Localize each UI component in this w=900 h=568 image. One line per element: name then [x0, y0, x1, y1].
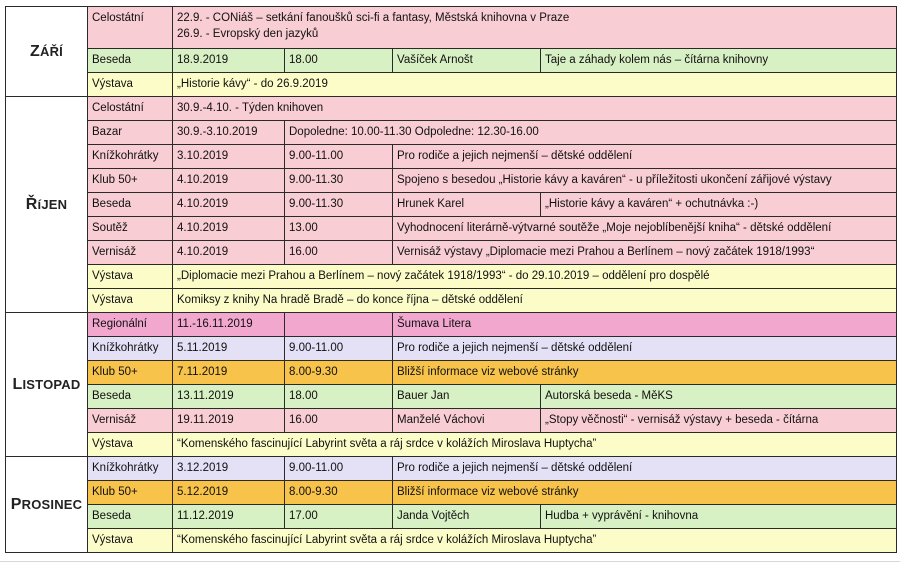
event-detail-cell: Manželé Váchovi: [392, 408, 541, 433]
month-rest: ROSINEC: [21, 496, 83, 512]
event-detail-cell: “Komenského fascinující Labyrint světa a ráj srdce v kolážích Miroslava Huptycha”: [172, 528, 897, 553]
event-detail-cell: 11.12.2019: [172, 504, 285, 529]
event-detail-cell: 30.9.-3.10.2019: [172, 120, 285, 145]
month-rest: ISTOPAD: [22, 376, 81, 392]
month-rest: ÁŘÍ: [39, 43, 63, 59]
event-type-cell: Vernisáž: [87, 408, 173, 433]
events-schedule-table: [5, 6, 896, 552]
event-detail-cell: 4.10.2019: [172, 168, 285, 193]
event-detail-cell: „Historie kávy a kaváren“ + ochutnávka :-): [540, 192, 897, 217]
event-detail-cell: Autorská beseda - MěKS: [540, 384, 897, 409]
event-detail-cell: 16.00: [284, 240, 393, 265]
event-detail-cell: 18.00: [284, 384, 393, 409]
event-detail-cell: 4.10.2019: [172, 240, 285, 265]
event-detail-cell: 18.9.2019: [172, 48, 285, 73]
month-initial: Z: [30, 42, 40, 60]
page-bottom-divider: [0, 561, 900, 562]
event-type-cell: Výstava: [87, 288, 173, 313]
event-type-cell: Beseda: [87, 384, 173, 409]
event-type-cell: Celostátní: [87, 96, 173, 121]
event-detail-cell: Vyhodnocení literárně-výtvarné soutěže „Moje nejoblíbenější kniha“ - dětské oddělení: [392, 216, 897, 241]
event-detail-cell: Taje a záhady kolem nás – čítárna knihovny: [540, 48, 897, 73]
event-type-cell: Beseda: [87, 192, 173, 217]
event-detail-cell: Vernisáž výstavy „Diplomacie mezi Prahou a Berlínem – nový začátek 1918/1993“: [392, 240, 897, 265]
event-type-cell: Regionální: [87, 312, 173, 337]
month-label-prosinec: [5, 456, 88, 553]
event-detail-cell: Hrunek Karel: [392, 192, 541, 217]
event-type-cell: Celostátní: [87, 6, 173, 49]
event-detail-cell: 9.00-11.00: [284, 456, 393, 481]
event-detail-cell: 13.11.2019: [172, 384, 285, 409]
event-detail-cell: [284, 312, 393, 337]
event-type-cell: Výstava: [87, 264, 173, 289]
event-detail-cell: 4.10.2019: [172, 192, 285, 217]
event-type-cell: Bazar: [87, 120, 173, 145]
event-detail-cell: 3.12.2019: [172, 456, 285, 481]
event-detail-cell: 30.9.-4.10. - Týden knihoven: [172, 96, 897, 121]
event-detail-cell: 9.00-11.30: [284, 168, 393, 193]
event-type-cell: Klub 50+: [87, 360, 173, 385]
event-type-cell: Beseda: [87, 48, 173, 73]
event-detail-cell: Pro rodiče a jejich nejmenší – dětské oddělení: [392, 144, 897, 169]
event-type-cell: Výstava: [87, 528, 173, 553]
event-detail-cell: 8.00-9.30: [284, 360, 393, 385]
event-detail-cell: „Stopy věčnosti“ - vernisáž výstavy + beseda - čítárna: [540, 408, 897, 433]
event-detail-cell: Dopoledne: 10.00-11.30 Odpoledne: 12.30-16.00: [284, 120, 897, 145]
event-detail-cell: 5.12.2019: [172, 480, 285, 505]
event-detail-cell: “Komenského fascinující Labyrint světa a ráj srdce v kolážích Miroslava Huptycha”: [172, 432, 897, 457]
event-detail-cell: Pro rodiče a jejich nejmenší – dětské oddělení: [392, 456, 897, 481]
event-type-cell: Výstava: [87, 432, 173, 457]
month-initial: L: [12, 375, 23, 393]
month-name: [30, 43, 63, 61]
event-detail-cell: Bauer Jan: [392, 384, 541, 409]
event-detail-cell: „Historie kávy“ - do 26.9.2019: [172, 72, 897, 97]
event-detail-cell: 5.11.2019: [172, 336, 285, 361]
month-name: [13, 376, 81, 394]
event-detail-cell: Bližší informace viz webové stránky: [392, 360, 897, 385]
event-detail-cell: 16.00: [284, 408, 393, 433]
event-type-cell: Beseda: [87, 504, 173, 529]
event-detail-cell: 8.00-9.30: [284, 480, 393, 505]
event-type-cell: Knížkohrátky: [87, 144, 173, 169]
event-detail-cell: Spojeno s besedou „Historie kávy a kaváren“ - u příležitosti ukončení zářijové výstavy: [392, 168, 897, 193]
event-detail-cell: 11.-16.11.2019: [172, 312, 285, 337]
month-initial: Ř: [25, 195, 38, 213]
event-detail-cell: 7.11.2019: [172, 360, 285, 385]
event-type-cell: Soutěž: [87, 216, 173, 241]
event-detail-line: 22.9. - CONiáš – setkání fanoušků sci-fi a fantasy, Městská knihovna v Praze: [177, 12, 570, 24]
event-detail-line: 26.9. - Evropský den jazyků: [177, 28, 319, 40]
event-detail-cell: Komiksy z knihy Na hradě Bradě – do konce října – dětské oddělení: [172, 288, 897, 313]
event-detail-cell: 9.00-11.30: [284, 192, 393, 217]
month-name: [26, 196, 67, 214]
event-detail-cell: Pro rodiče a jejich nejmenší – dětské oddělení: [392, 336, 897, 361]
event-detail-cell: Hudba + vyprávění - knihovna: [540, 504, 897, 529]
event-detail-cell: 17.00: [284, 504, 393, 529]
event-detail-cell: 3.10.2019: [172, 144, 285, 169]
month-rest: íJEN: [37, 196, 68, 212]
month-name: [11, 496, 83, 514]
event-detail-cell: [172, 6, 897, 49]
month-label-listopad: [5, 312, 88, 457]
month-label-říjen: [5, 96, 88, 313]
event-type-cell: Knížkohrátky: [87, 456, 173, 481]
event-detail-cell: 18.00: [284, 48, 393, 73]
event-type-cell: Klub 50+: [87, 168, 173, 193]
month-label-září: [5, 6, 88, 97]
event-detail-cell: „Diplomacie mezi Prahou a Berlínem – nový začátek 1918/1993“ - do 29.10.2019 – oddělení pro dospělé: [172, 264, 897, 289]
event-type-cell: Výstava: [87, 72, 173, 97]
event-type-cell: Knížkohrátky: [87, 336, 173, 361]
event-detail-cell: 9.00-11.00: [284, 336, 393, 361]
event-detail-cell: Janda Vojtěch: [392, 504, 541, 529]
event-detail-cell: Bližší informace viz webové stránky: [392, 480, 897, 505]
event-detail-cell: Vašíček Arnošt: [392, 48, 541, 73]
event-type-cell: Klub 50+: [87, 480, 173, 505]
event-detail-cell: Šumava Litera: [392, 312, 897, 337]
month-initial: P: [10, 495, 22, 513]
event-detail-cell: 4.10.2019: [172, 216, 285, 241]
event-detail-cell: 9.00-11.00: [284, 144, 393, 169]
event-detail-cell: 19.11.2019: [172, 408, 285, 433]
event-type-cell: Vernisáž: [87, 240, 173, 265]
event-detail-cell: 13.00: [284, 216, 393, 241]
